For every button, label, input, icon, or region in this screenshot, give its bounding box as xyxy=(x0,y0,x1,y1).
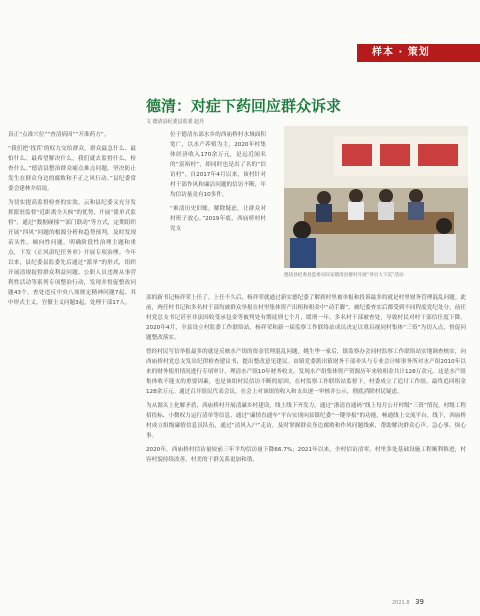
paragraph: 曾经村民写信举报最多的就是反映水产组的资金管理混乱问题。姚生华一家后，镇监察办会同村监察工作联络站实地调查核实，向西庙桥村党总支发出纪律检查建议书，提出整改意见建议。由镇党委派出镇财务干部牵头与专业会计师事务所对水产组2010年以来的财务使用情况进行专项审计，理清水产组10年财务收支，发现水产组集体资产资源历年来收租金共计128万余元。这是水产组集体收不能支的重要因素，也是该组村民信访不断的原因。在村监察工作联络站监督下，村委成立了追讨工作组，最终追回租金128余万元。通过召开组民代表会议，在会上对该组的收入和支出逐一审核并公示，彻底消除村民疑虑。 xyxy=(146,349,466,395)
article-title: 德清：对症下药回应群众诉求 xyxy=(146,97,342,115)
issue-date: 2021.8 xyxy=(392,600,410,606)
paragraph: 部的新书记杨祥荣上任了。上任不久后，杨祥荣就通过新实德纪委了解到村里被举报和投诉最多的就是村里财务管理混乱问题。此前，两任村书记和多名村干部均被群众举报在村里集体资产出租和租金中“动手脚”，被纪委查实后都受到不同程度党纪处分，前任村党总支书记甚至非法因收受承包金等被判处有期徒刑七个月，缓刑一年。多名村干部被查处，导致村民对村干部信任度下降。2020年4月，全县设立村监委工作联络站，杨祥荣和新一届监察工作联络站成员决定以重启视同村集体“三资”为切入点，督促问题整改落实。 xyxy=(146,295,466,341)
article-photo xyxy=(284,126,468,268)
paragraph: 位于德清东部水乡的西庙桥村水域面积宽广，以水产养殖为主，2020年村集体经济收入170余万元，是远近闻名的“富裕村”，却同时也是出了名的“信访村”。自2017年4月以来，该村针对村干部作风和廉洁问题的信访不断，年均信访量竟有10多件。 xyxy=(170,132,266,198)
page-number: 39 xyxy=(415,598,425,606)
paragraph: 真正“点准穴位”“查清病因”“开准药方”。 xyxy=(8,132,110,138)
middle-column xyxy=(170,130,266,238)
paragraph: “我们把‘找茬’的权力交给群众，群众最急什么、最怕什么、最希望解决什么，我们就去监督什么，检查什么。”德清县整治群众痛点难点问题、坚决防止发生在群众身边的腐败和不正之风行动。”县纪委常委会建林介绍说。 xyxy=(8,146,136,192)
article-byline: 文 德清县纪委县监委 赵丹 xyxy=(146,119,205,125)
bottom-text-block xyxy=(146,293,466,469)
paragraph: 2020年，西庙桥村信访量较前三年平均信访量下降66.7%；2021年以来，全村信访清零，村里多处基础设施工程顺利推进，村容村貌持续改善，村美的干群关系更加和谐。 xyxy=(146,447,466,463)
paragraph: 为切实提高监督检查的实效，云和县纪委又充分发挥派驻监督“近距离全天候”的优势，开展“派单式监督”，通过“数据碰撞”“部门联动”等方式，定期组织开展“四风”问题的根源分析和趋势预判，及时发现苗头性、倾向性问题，明确阶段性治理主题和重点，下发《正风肃纪任务单》开展专项治理。今年以来，县纪委县监委先后通过“派单”的形式，组织开展清规捉督群众利益问题、公职人员违规从事营利性活动等系列专项整治行动，发现并督促整改问题43个，查处违反中央八项规定精神问题7起、其中形式主义、官僚主义问题3起，处理干部17人。 xyxy=(8,200,136,306)
photo-caption: 德清县纪委县监委实际安德清县群村开展“务员大下沉”活动 xyxy=(284,273,404,278)
paragraph: 为从源头上化解矛盾，西庙桥村开展清廉乡村建设，线上线下齐发力。通过“浙清直通码”线上每月公开村级“三资”情况，村级工程招投标、小微权力运行清单等信息，通过“廉情直通车”平台实现向县镇纪委“一键举报”的功能，畅通线上交流平台。线下，西庙桥村成立组级廉情信息员队伍，通过“清风入户”走访，及时掌握群众身边腐败和作风问题线索，帮助解决群众心声、急心事、烦心事。 xyxy=(146,403,466,439)
paragraph: “难清历史旧账，解除疑虑，让群众对村班子放心。”2019年底，西庙桥村村党支 xyxy=(170,206,266,232)
page-footer xyxy=(392,598,424,606)
section-label: 样本 · 策划 xyxy=(372,47,430,58)
left-column xyxy=(8,130,136,312)
meeting-photo-illustration xyxy=(284,126,468,268)
